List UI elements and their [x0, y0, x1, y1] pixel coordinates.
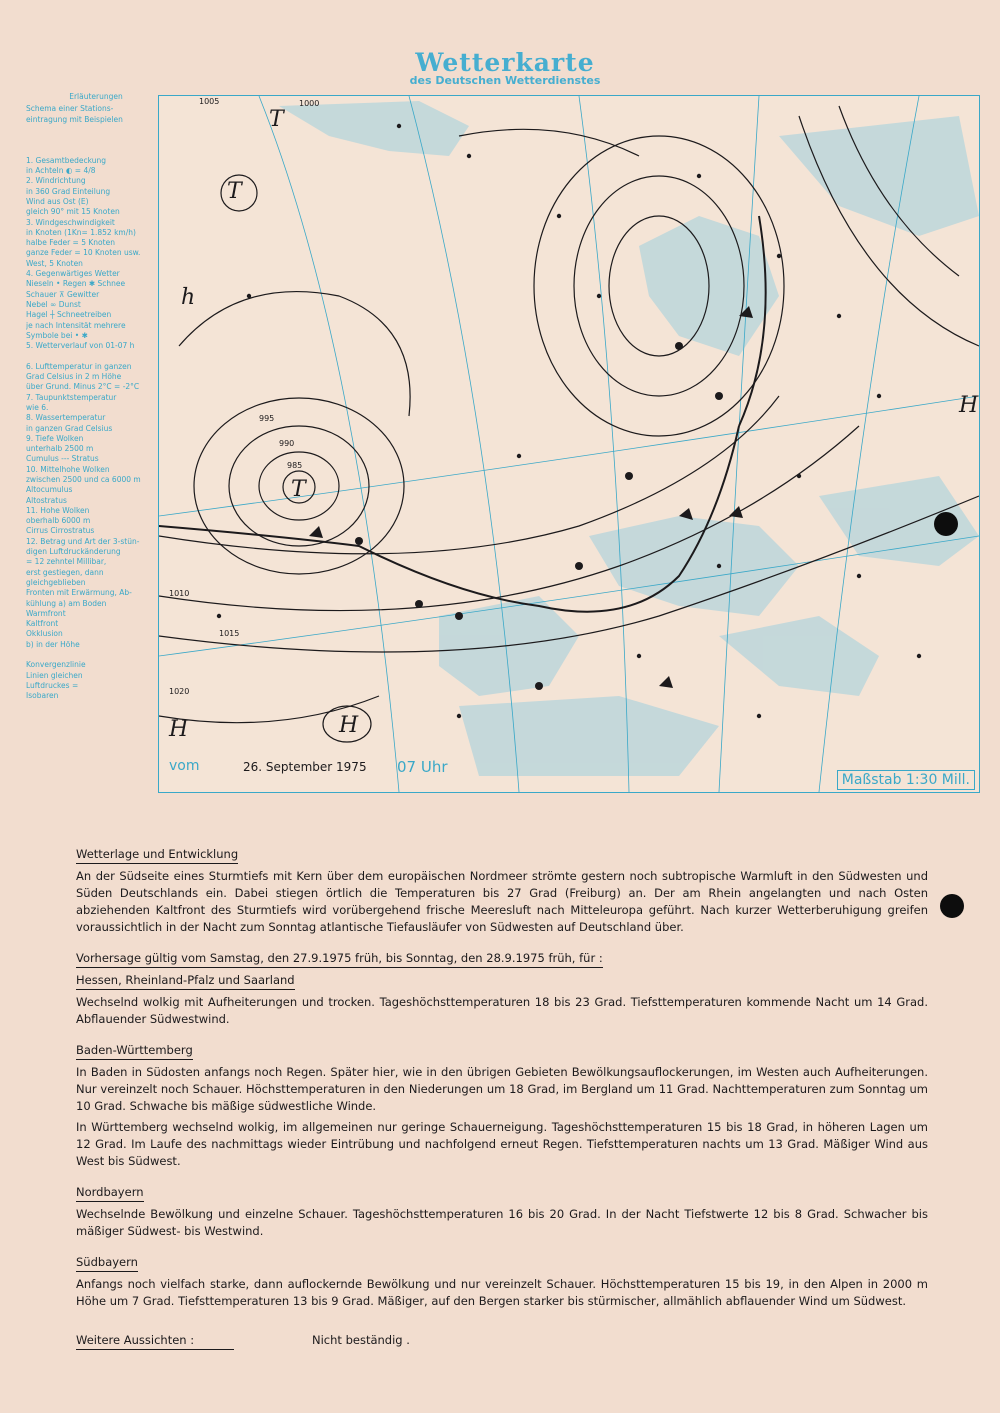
isobar-label: 1010: [169, 589, 190, 598]
legend-line: in Achteln ◐ = 4/8: [26, 166, 96, 176]
legend-line: je nach Intensität mehrere: [26, 320, 126, 330]
legend-line: Luftdruckes =: [26, 680, 79, 690]
station-dot: [637, 654, 641, 658]
section-gap: [76, 940, 928, 950]
section-heading: Nordbayern: [76, 1184, 144, 1202]
meridian-line: [579, 96, 629, 792]
legend-line: Warmfront: [26, 608, 66, 618]
map-time: 07 Uhr: [397, 758, 448, 776]
map-date: 26. September 1975: [243, 760, 367, 774]
legend-line: b) in der Höhe: [26, 639, 80, 649]
station-dot: [917, 654, 921, 658]
high-label: H: [169, 717, 189, 742]
page-title: Wetterkarte: [415, 48, 595, 77]
legend-line: über Grund. Minus 2°C = -2°C: [26, 382, 140, 392]
low-label: T: [291, 477, 306, 502]
warm-front-dot: [455, 612, 463, 620]
station-dot: [777, 254, 781, 258]
legend-line: in ganzen Grad Celsius: [26, 423, 113, 433]
warm-front-dot: [575, 562, 583, 570]
cold-front-triangle: [659, 676, 673, 688]
isobar-label: 995: [259, 414, 275, 423]
legend-line: Nieseln • Regen ✱ Schnee: [26, 279, 126, 289]
section-paragraph: Wechselnde Bewölkung und einzelne Schauer. Tageshöchsttemperaturen 16 bis 20 Grad. In der Nacht Tiefstwerte 12 bis 8 Grad. Schwacher bis mäßiger Südwest- bis Westwind.: [76, 1207, 928, 1238]
legend-line: Fronten mit Erwärmung, Ab-: [26, 588, 132, 598]
section-gap: [76, 1174, 928, 1184]
legend-line: Wind aus Ost (E): [26, 196, 89, 206]
legend-line: gleich 90° mit 15 Knoten: [26, 207, 120, 217]
cold-front-triangle: [729, 506, 743, 518]
section-paragraph: Wechselnd wolkig mit Aufheiterungen und trocken. Tageshöchsttemperaturen 18 bis 23 Grad. Tiefsttemperaturen kommende Nacht um 14 Grad. Abflauender Südwestwind.: [76, 995, 928, 1026]
high-label: H: [959, 393, 979, 418]
warm-front-dot: [415, 600, 423, 608]
station-dot: [857, 574, 861, 578]
station-dot: [467, 154, 471, 158]
legend-line: 8. Wassertemperatur: [26, 413, 106, 423]
legend-line: Cirrus Cirrostratus: [26, 526, 95, 536]
land-shape-north-east: [779, 116, 979, 236]
isobar: [459, 129, 639, 156]
land-shading: [279, 101, 979, 776]
legend-line: Symbole bei • ✱: [26, 330, 88, 340]
station-dot: [797, 474, 801, 478]
page-subtitle: des Deutschen Wetterdienstes: [409, 74, 601, 87]
section-heading: Südbayern: [76, 1254, 138, 1272]
legend-line: 5. Wetterverlauf von 01-07 h: [26, 341, 135, 351]
legend-line: ganze Feder = 10 Knoten usw.: [26, 248, 141, 258]
isobar-label: 1005: [199, 97, 220, 106]
warm-front-dot: [355, 537, 363, 545]
legend-line: Cumulus --- Stratus: [26, 454, 99, 464]
station-dot: [757, 714, 761, 718]
legend-line: [26, 351, 166, 361]
legend-line: Altostratus: [26, 495, 67, 505]
cold-front-triangle: [309, 526, 323, 538]
legend-line: 3. Windgeschwindigkeit: [26, 217, 115, 227]
legend-line: 10. Mittelhohe Wolken: [26, 464, 110, 474]
legend-panel: [26, 92, 166, 702]
land-shape-greenland: [279, 101, 469, 156]
isobar-label: 1020: [169, 687, 190, 696]
legend-line: 9. Tiefe Wolken: [26, 433, 84, 443]
map-drawing: [159, 96, 979, 792]
map-scale: Maßstab 1:30 Mill.: [837, 770, 975, 790]
section-heading: Hessen, Rheinland-Pfalz und Saarland: [76, 972, 295, 990]
legend-line: = 12 zehntel Millibar,: [26, 557, 107, 567]
section-heading: Vorhersage gültig vom Samstag, den 27.9.1975 früh, bis Sonntag, den 28.9.1975 früh, für :: [76, 950, 603, 968]
station-dot: [397, 124, 401, 128]
legend-line: in 360 Grad Einteilung: [26, 186, 111, 196]
legend-line: gleichgeblieben: [26, 577, 86, 587]
legend-line: 4. Gegenwärtiges Wetter: [26, 269, 120, 279]
high-label: H: [339, 713, 359, 738]
legend-line: halbe Feder = 5 Knoten: [26, 238, 115, 248]
legend-line: [26, 125, 166, 135]
station-dot: [517, 454, 521, 458]
section-gap: [76, 1244, 928, 1254]
legend-line: unterhalb 2500 m: [26, 444, 94, 454]
low-label: T: [269, 107, 284, 132]
legend-line: kühlung a) am Boden: [26, 598, 107, 608]
legend-line: [26, 145, 166, 155]
section-paragraph: An der Südseite eines Sturmtiefs mit Kern über dem europäischen Nordmeer strömte gestern noch subtropische Warmluft in den Südwesten und Süden Deutschlands ein. Dabei stiegen örtlich die Temperaturen bis 27 Grad (Freiburg) an. Der am Rhein angelangten und nach Osten abziehenden Kaltfront des Sturmtiefs wird vorübergehend frische Meeresluft nach Mitteleuropa geführt. Nach kurzer Wetterberuhigung greifen voraussichtlich in der Nacht zum Sonntag atlantische Tiefausläufer von Südwesten auf Deutschland über.: [76, 869, 928, 934]
legend-line: erst gestiegen, dann: [26, 567, 104, 577]
section-gap: [76, 1314, 928, 1324]
section-paragraph: In Baden in Südosten anfangs noch Regen. Später hier, wie in den übrigen Gebieten Bewölkungsauflockerungen, im Westen auch Aufheiterungen. Nur vereinzelt noch Schauer. Höchsttemperaturen in den Niederungen um 18 Grad, im Bergland um 11 Grad. Nachttemperaturen zum Sonntag um 10 Grad. Schwache bis mäßige südwestliche Winde.: [76, 1065, 928, 1113]
legend-line: oberhalb 6000 m: [26, 516, 91, 526]
legend-line: 1. Gesamtbedeckung: [26, 155, 106, 165]
isobar-label: 1015: [219, 629, 240, 638]
legend-line: Altocumulus: [26, 485, 73, 495]
station-dot: [247, 294, 251, 298]
station-dot: [217, 614, 221, 618]
land-shape-north-africa: [459, 696, 719, 776]
station-dot: [697, 174, 701, 178]
station-dot: [717, 564, 721, 568]
legend-line: wie 6.: [26, 402, 49, 412]
legend-line: Schema einer Stations-: [26, 104, 114, 114]
warm-front-dot: [715, 392, 723, 400]
legend-line: Konvergenzlinie: [26, 660, 86, 670]
forecast-sections: [76, 846, 928, 1324]
section-heading: Wetterlage und Entwicklung: [76, 846, 238, 864]
legend-line: 6. Lufttemperatur in ganzen: [26, 361, 132, 371]
legend-heading: Erläuterungen: [69, 92, 123, 101]
legend-line: in Knoten (1Kn= 1.852 km/h): [26, 227, 136, 237]
punch-hole: [934, 512, 958, 536]
legend-line: eintragung mit Beispielen: [26, 114, 123, 124]
outlook-label: Weitere Aussichten :: [76, 1332, 234, 1350]
legend-lines: [26, 104, 166, 701]
station-dot: [457, 714, 461, 718]
warm-front-dot: [535, 682, 543, 690]
map-date-prefix: vom: [169, 758, 200, 774]
section-paragraph: In Württemberg wechselnd wolkig, im allgemeinen nur geringe Schauerneigung. Tageshöchsttemperaturen 15 bis 18 Grad, in höheren Lagen um 12 Grad. Im Laufe des nachmittags wieder Eintrübung und nachfolgend erneut Regen. Tiefsttemperaturen nachts um 13 Grad. Mäßiger Wind aus West bis Südwest.: [76, 1120, 928, 1168]
legend-line: zwischen 2500 und ca 6000 m: [26, 474, 141, 484]
isobar: [179, 292, 410, 416]
weather-map: [158, 95, 980, 793]
h-label: h: [181, 285, 196, 310]
legend-line: Okklusion: [26, 629, 63, 639]
station-dot: [597, 294, 601, 298]
legend-line: [26, 135, 166, 145]
legend-line: 11. Hohe Wolken: [26, 505, 90, 515]
legend-line: Schauer ⊼ Gewitter: [26, 289, 100, 299]
legend-line: West, 5 Knoten: [26, 258, 83, 268]
warm-front-dot: [625, 472, 633, 480]
section-gap: [76, 1032, 928, 1042]
legend-line: [26, 650, 166, 660]
station-dot: [557, 214, 561, 218]
legend-line: Kaltfront: [26, 619, 59, 629]
legend-line: Grad Celsius in 2 m Höhe: [26, 372, 122, 382]
isobar-label: 985: [287, 461, 303, 470]
section-heading: Baden-Württemberg: [76, 1042, 193, 1060]
isobar-label: 1000: [299, 99, 320, 108]
warm-front-dot: [675, 342, 683, 350]
outlook-row: [76, 1332, 928, 1350]
legend-line: Linien gleichen: [26, 670, 83, 680]
land-shape-balkans: [719, 616, 879, 696]
isobar-label: 990: [279, 439, 295, 448]
legend-line: 12. Betrag und Art der 3-stün-: [26, 536, 140, 546]
legend-line: 2. Windrichtung: [26, 176, 86, 186]
legend-line: Isobaren: [26, 691, 59, 701]
outlook-value: Nicht beständig .: [312, 1333, 410, 1347]
section-paragraph: Anfangs noch vielfach starke, dann auflockernde Bewölkung und nur vereinzelt Schauer. Höchsttemperaturen 15 bis 19, in den Alpen in 2000 m Höhe um 7 Grad. Tiefsttemperaturen 13 bis 9 Grad. Mäßiger, auf den Bergen starker bis stürmischer, allmählich abflauender Wind um Südwest.: [76, 1277, 928, 1308]
legend-line: Nebel ∞ Dunst: [26, 299, 81, 309]
meridian-line: [719, 96, 759, 792]
legend-line: 7. Taupunktstemperatur: [26, 392, 117, 402]
low-label: T: [227, 179, 242, 204]
forecast-text: [76, 846, 928, 1350]
legend-line: Hagel ┼ Schneetreiben: [26, 310, 112, 320]
station-dot: [837, 314, 841, 318]
legend-line: digen Luftdruckänderung: [26, 547, 121, 557]
station-dot: [877, 394, 881, 398]
punch-hole: [940, 894, 964, 918]
